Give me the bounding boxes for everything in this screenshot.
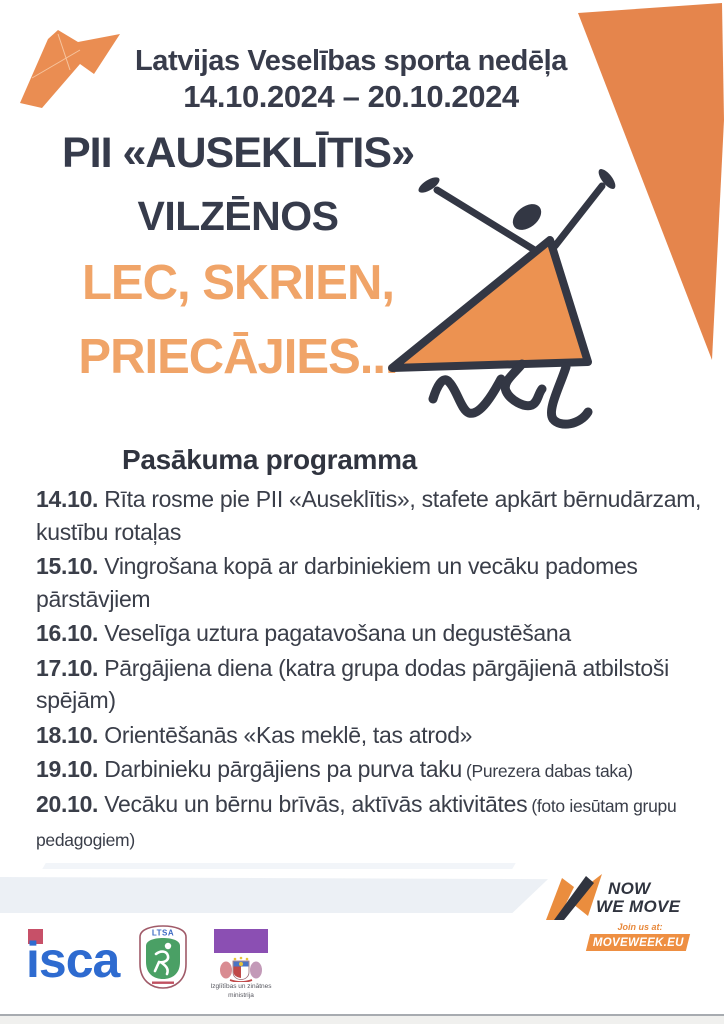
ministry-caption-line-2: ministrija: [228, 992, 254, 999]
item-date: 19.10.: [36, 756, 99, 782]
item-date: 18.10.: [36, 721, 99, 748]
item-note: (Purezera dabas taka): [465, 761, 633, 781]
event-dates: 14.10.2024 – 20.10.2024: [183, 79, 519, 114]
venue-location: VILZĒNOS: [137, 193, 339, 239]
ministry-logo: [203, 929, 279, 1000]
programme-item-17-10: [36, 652, 702, 719]
event-title: Latvijas Veselības sporta nedēļa: [134, 45, 568, 77]
item-date: 17.10.: [36, 654, 99, 681]
programme-section: [36, 444, 702, 857]
moveweek-url: MOVEWEEK.EU: [592, 936, 684, 949]
programme-item-14-10: [36, 483, 702, 550]
scan-artifact-band: [0, 877, 548, 913]
item-text: Rīta rosme pie PII «Auseklītis», stafete apkārt bērnudārzam, kustību rotaļas: [36, 486, 702, 545]
item-date: 15.10.: [36, 553, 99, 579]
ministry-caption-line-1: Izglītības un zinātnes: [210, 983, 272, 990]
moveweek-band: [586, 934, 690, 951]
nowwemove-word-wemove: WE MOVE: [596, 897, 681, 916]
nowwemove-word-now: NOW: [608, 879, 651, 898]
jumping-figure-icon: [383, 158, 625, 448]
join-us-text: Join us at:: [617, 922, 663, 932]
programme-item-20-10: [36, 788, 702, 857]
item-text: Darbinieku pārgājiens pa purva taku: [104, 756, 462, 782]
ltsa-shield-logo: [136, 924, 190, 990]
programme-item-19-10: [36, 753, 702, 788]
isca-logo: [26, 929, 132, 981]
programme-heading: Pasākuma programma: [122, 444, 417, 475]
programme-item-16-10: [36, 617, 702, 652]
programme-item-18-10: [36, 719, 702, 754]
item-text: Pārgājiena diena (katra grupa dodas pārgājienā atbilstoši spējām): [36, 654, 669, 713]
item-text: Vecāku un bērnu brīvās, aktīvās aktivitātes: [104, 790, 528, 817]
item-note: (foto iesūtam grupu pedagogiem): [36, 795, 677, 850]
item-date: 16.10.: [36, 620, 99, 646]
ministry-purple-flag: [214, 929, 268, 953]
item-text: Veselīga uztura pagatavošana un degustēšana: [104, 620, 571, 646]
item-date: 20.10.: [36, 790, 99, 817]
nowwemove-logo: [542, 870, 718, 962]
item-date: 14.10.: [36, 486, 99, 512]
slogan-line-2: PRIECĀJIES...: [78, 330, 398, 384]
scan-artifact-line: [42, 863, 515, 869]
venue-name: PII «AUSEKLĪTIS»: [62, 129, 414, 177]
ltsa-label: LTSA: [151, 928, 175, 938]
latvia-coat-of-arms-icon: [218, 956, 264, 982]
isca-label: isca: [26, 932, 120, 981]
slogan-line-1: LEC, SKRIEN,: [82, 256, 394, 310]
page-bottom-edge: [0, 1014, 724, 1024]
programme-item-15-10: [36, 550, 702, 617]
item-text: Vingrošana kopā ar darbiniekiem un vecāku padomes pārstāvjiem: [36, 553, 638, 612]
item-text: Orientēšanās «Kas meklē, tas atrod»: [104, 721, 473, 748]
